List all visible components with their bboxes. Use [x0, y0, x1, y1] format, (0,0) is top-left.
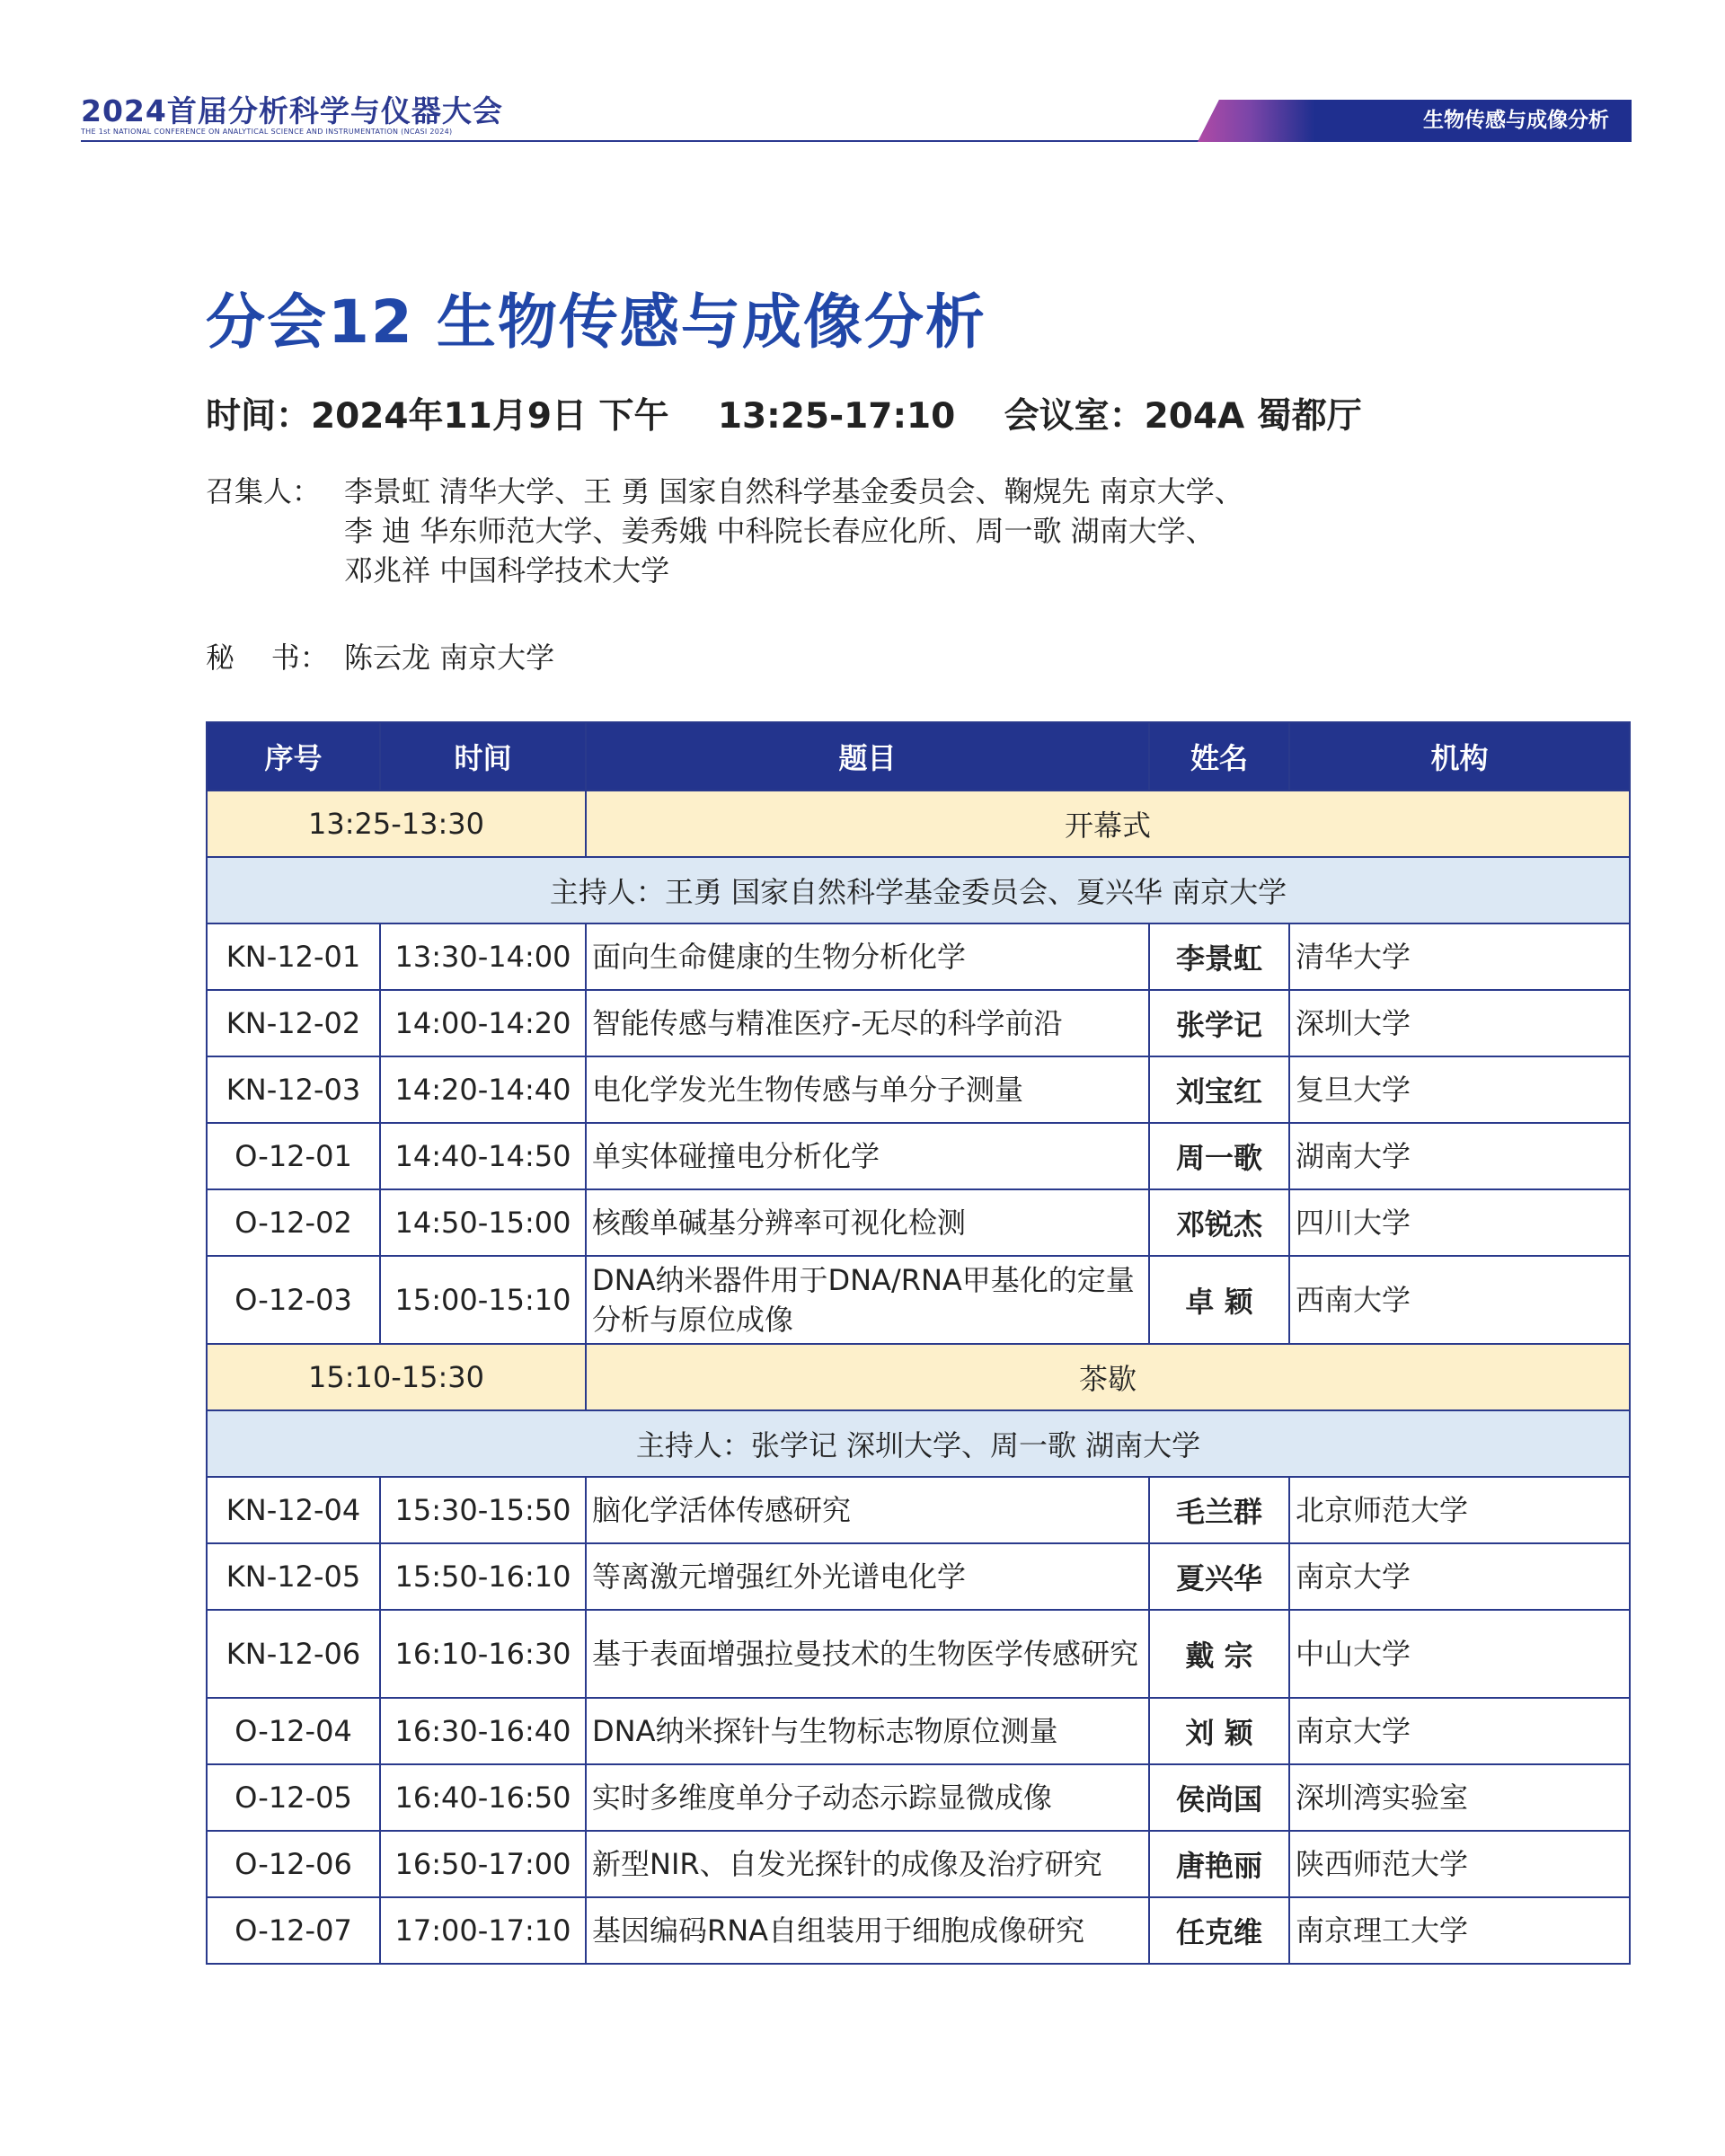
conference-subtitle: THE 1st NATIONAL CONFERENCE ON ANALYTICAL SCIENCE AND INSTRUMENTATION (NCASI 2024) — [81, 128, 453, 136]
talk-title: DNA纳米器件用于DNA/RNA甲基化的定量分析与原位成像 — [586, 1256, 1149, 1344]
talk-time: 16:40-16:50 — [380, 1764, 586, 1831]
talk-title: 单实体碰撞电分析化学 — [586, 1123, 1149, 1189]
talk-id: O-12-01 — [207, 1123, 380, 1189]
speaker-org: 深圳大学 — [1289, 990, 1630, 1056]
host-label: 主持人：王勇 国家自然科学基金委员会、夏兴华 南京大学 — [207, 857, 1630, 923]
break-time: 15:10-15:30 — [207, 1344, 586, 1410]
break-row — [207, 1344, 1630, 1410]
talk-time: 15:50-16:10 — [380, 1543, 586, 1610]
speaker-name: 任克维 — [1149, 1897, 1289, 1964]
talk-row — [207, 1698, 1630, 1764]
speaker-name: 卓 颖 — [1149, 1256, 1289, 1344]
talk-row — [207, 1056, 1630, 1123]
talk-id: O-12-04 — [207, 1698, 380, 1764]
talk-id: KN-12-03 — [207, 1056, 380, 1123]
speaker-org: 南京大学 — [1289, 1698, 1630, 1764]
speaker-name: 戴 宗 — [1149, 1610, 1289, 1698]
talk-row — [207, 923, 1630, 990]
talk-time: 14:00-14:20 — [380, 990, 586, 1056]
talk-title: 电化学发光生物传感与单分子测量 — [586, 1056, 1149, 1123]
talk-row — [207, 1610, 1630, 1698]
break-label: 开幕式 — [586, 791, 1630, 857]
talk-row — [207, 1477, 1630, 1543]
speaker-org: 中山大学 — [1289, 1610, 1630, 1698]
speaker-org: 西南大学 — [1289, 1256, 1630, 1344]
header-name: 姓名 — [1149, 722, 1289, 791]
break-label: 茶歇 — [586, 1344, 1630, 1410]
speaker-org: 湖南大学 — [1289, 1123, 1630, 1189]
header-id: 序号 — [207, 722, 380, 791]
talk-time: 15:30-15:50 — [380, 1477, 586, 1543]
talk-title: 面向生命健康的生物分析化学 — [586, 923, 1149, 990]
speaker-name: 刘 颖 — [1149, 1698, 1289, 1764]
speaker-org: 南京大学 — [1289, 1543, 1630, 1610]
talk-time: 16:10-16:30 — [380, 1610, 586, 1698]
host-row — [207, 857, 1630, 923]
talk-row — [207, 1764, 1630, 1831]
secretary-label: 秘 书： — [206, 641, 329, 675]
talk-title: 新型NIR、自发光探针的成像及治疗研究 — [586, 1831, 1149, 1897]
conveners-label: 召集人： — [206, 474, 322, 508]
speaker-name: 周一歌 — [1149, 1123, 1289, 1189]
talk-id: O-12-06 — [207, 1831, 380, 1897]
talk-row — [207, 1256, 1630, 1344]
speaker-name: 夏兴华 — [1149, 1543, 1289, 1610]
table-header-row — [207, 722, 1630, 791]
speaker-org: 北京师范大学 — [1289, 1477, 1630, 1543]
header-tag: 生物传感与成像分析 — [1423, 109, 1609, 132]
talk-title: 智能传感与精准医疗-无尽的科学前沿 — [586, 990, 1149, 1056]
speaker-org: 深圳湾实验室 — [1289, 1764, 1630, 1831]
talk-id: KN-12-05 — [207, 1543, 380, 1610]
header-time: 时间 — [380, 722, 586, 791]
talk-id: O-12-02 — [207, 1189, 380, 1256]
speaker-org: 陕西师范大学 — [1289, 1831, 1630, 1897]
session-time-venue: 时间：2024年11月9日 下午 13:25-17:10 会议室：204A 蜀都厅 — [206, 396, 1362, 437]
talk-row — [207, 1189, 1630, 1256]
talk-row — [207, 990, 1630, 1056]
talk-time: 14:40-14:50 — [380, 1123, 586, 1189]
secretary-value: 陈云龙 南京大学 — [344, 641, 555, 675]
conveners-line: 李 迪 华东师范大学、姜秀娥 中科院长春应化所、周一歌 湖南大学、 — [344, 514, 1215, 548]
talk-title: 脑化学活体传感研究 — [586, 1477, 1149, 1543]
talk-title: 等离激元增强红外光谱电化学 — [586, 1543, 1149, 1610]
host-row — [207, 1410, 1630, 1477]
talk-time: 16:30-16:40 — [380, 1698, 586, 1764]
break-time: 13:25-13:30 — [207, 791, 586, 857]
speaker-org: 清华大学 — [1289, 923, 1630, 990]
speaker-name: 张学记 — [1149, 990, 1289, 1056]
speaker-name: 毛兰群 — [1149, 1477, 1289, 1543]
speaker-name: 侯尚国 — [1149, 1764, 1289, 1831]
speaker-name: 唐艳丽 — [1149, 1831, 1289, 1897]
talk-time: 14:20-14:40 — [380, 1056, 586, 1123]
host-label: 主持人：张学记 深圳大学、周一歌 湖南大学 — [207, 1410, 1630, 1477]
conveners-line: 邓兆祥 中国科学技术大学 — [344, 553, 670, 588]
talk-time: 13:30-14:00 — [380, 923, 586, 990]
talk-row — [207, 1897, 1630, 1964]
talk-id: O-12-07 — [207, 1897, 380, 1964]
talk-id: O-12-05 — [207, 1764, 380, 1831]
speaker-name: 刘宝红 — [1149, 1056, 1289, 1123]
speaker-org: 四川大学 — [1289, 1189, 1630, 1256]
talk-title: 实时多维度单分子动态示踪显微成像 — [586, 1764, 1149, 1831]
speaker-org: 南京理工大学 — [1289, 1897, 1630, 1964]
conference-title: 2024首届分析科学与仪器大会 — [81, 93, 503, 128]
talk-row — [207, 1831, 1630, 1897]
speaker-org: 复旦大学 — [1289, 1056, 1630, 1123]
talk-id: KN-12-06 — [207, 1610, 380, 1698]
talk-row — [207, 1123, 1630, 1189]
schedule-body — [207, 791, 1630, 1964]
header-title: 题目 — [586, 722, 1149, 791]
talk-time: 16:50-17:00 — [380, 1831, 586, 1897]
session-title: 分会12 生物传感与成像分析 — [206, 287, 986, 357]
talk-title: 基因编码RNA自组装用于细胞成像研究 — [586, 1897, 1149, 1964]
talk-id: KN-12-04 — [207, 1477, 380, 1543]
speaker-name: 邓锐杰 — [1149, 1189, 1289, 1256]
talk-id: KN-12-01 — [207, 923, 380, 990]
speaker-name: 李景虹 — [1149, 923, 1289, 990]
conveners-line: 李景虹 清华大学、王 勇 国家自然科学基金委员会、鞠熀先 南京大学、 — [344, 474, 1243, 508]
header-org: 机构 — [1289, 722, 1630, 791]
talk-title: 基于表面增强拉曼技术的生物医学传感研究 — [586, 1610, 1149, 1698]
talk-time: 15:00-15:10 — [380, 1256, 586, 1344]
talk-time: 17:00-17:10 — [380, 1897, 586, 1964]
talk-row — [207, 1543, 1630, 1610]
talk-id: O-12-03 — [207, 1256, 380, 1344]
schedule-table — [206, 721, 1631, 1965]
talk-title: 核酸单碱基分辨率可视化检测 — [586, 1189, 1149, 1256]
break-row — [207, 791, 1630, 857]
talk-id: KN-12-02 — [207, 990, 380, 1056]
talk-title: DNA纳米探针与生物标志物原位测量 — [586, 1698, 1149, 1764]
talk-time: 14:50-15:00 — [380, 1189, 586, 1256]
